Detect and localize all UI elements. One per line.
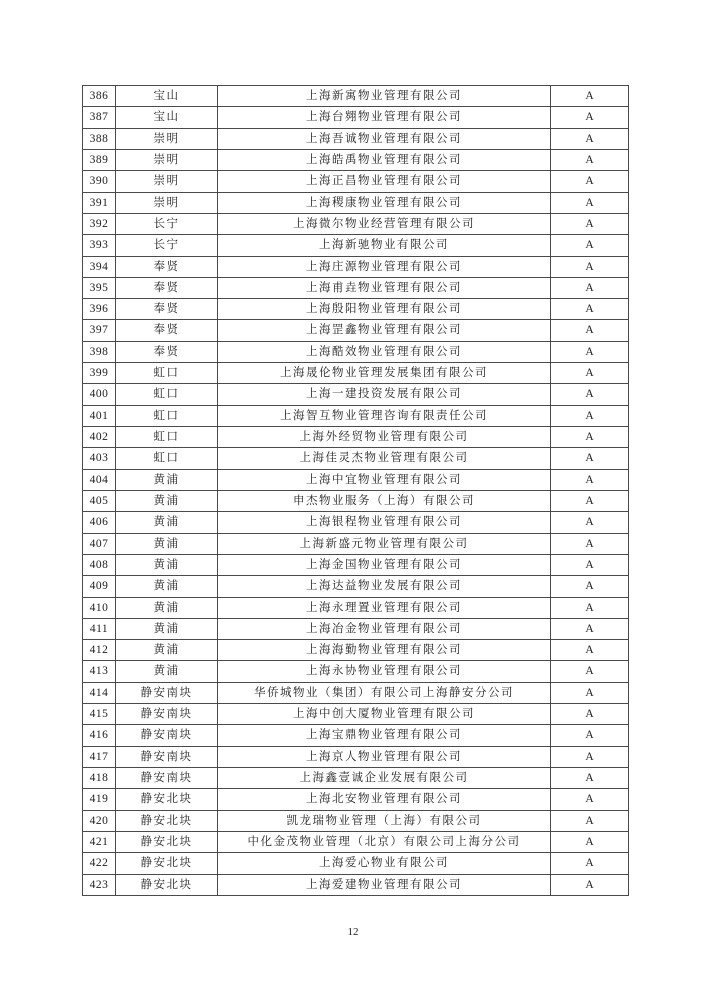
table-row bbox=[83, 810, 629, 831]
grade-cell: A bbox=[551, 597, 629, 618]
district-cell: 黄浦 bbox=[116, 490, 218, 511]
grade-cell: A bbox=[551, 576, 629, 597]
grade-cell: A bbox=[551, 363, 629, 384]
row-number-cell: 421 bbox=[83, 831, 116, 852]
grade-cell: A bbox=[551, 682, 629, 703]
district-cell: 崇明 bbox=[116, 192, 218, 213]
company-name-cell: 上海佳灵杰物业管理有限公司 bbox=[218, 448, 551, 469]
table-row bbox=[83, 533, 629, 554]
table-row bbox=[83, 768, 629, 789]
row-number-cell: 401 bbox=[83, 405, 116, 426]
company-name-cell: 中化金茂物业管理（北京）有限公司上海分公司 bbox=[218, 831, 551, 852]
grade-cell: A bbox=[551, 256, 629, 277]
table-row bbox=[83, 704, 629, 725]
company-name-cell: 上海酷效物业管理有限公司 bbox=[218, 341, 551, 362]
district-cell: 虹口 bbox=[116, 427, 218, 448]
grade-cell: A bbox=[551, 853, 629, 874]
table-row bbox=[83, 576, 629, 597]
company-name-cell: 上海海勤物业管理有限公司 bbox=[218, 640, 551, 661]
table-row bbox=[83, 107, 629, 128]
company-name-cell: 上海达益物业发展有限公司 bbox=[218, 576, 551, 597]
row-number-cell: 408 bbox=[83, 554, 116, 575]
grade-cell: A bbox=[551, 831, 629, 852]
grade-cell: A bbox=[551, 341, 629, 362]
row-number-cell: 404 bbox=[83, 469, 116, 490]
row-number-cell: 396 bbox=[83, 299, 116, 320]
table-row bbox=[83, 746, 629, 767]
district-cell: 奉贤 bbox=[116, 256, 218, 277]
company-name-cell: 上海北安物业管理有限公司 bbox=[218, 789, 551, 810]
row-number-cell: 423 bbox=[83, 874, 116, 895]
district-cell: 崇明 bbox=[116, 128, 218, 149]
table-row bbox=[83, 277, 629, 298]
row-number-cell: 402 bbox=[83, 427, 116, 448]
table-row bbox=[83, 320, 629, 341]
table-row bbox=[83, 171, 629, 192]
row-number-cell: 389 bbox=[83, 149, 116, 170]
grade-cell: A bbox=[551, 86, 629, 107]
company-name-cell: 申杰物业服务（上海）有限公司 bbox=[218, 490, 551, 511]
row-number-cell: 406 bbox=[83, 512, 116, 533]
district-cell: 黄浦 bbox=[116, 618, 218, 639]
row-number-cell: 414 bbox=[83, 682, 116, 703]
district-cell: 黄浦 bbox=[116, 554, 218, 575]
company-name-cell: 上海中创大厦物业管理有限公司 bbox=[218, 704, 551, 725]
company-name-cell: 上海外经贸物业管理有限公司 bbox=[218, 427, 551, 448]
company-name-cell: 上海新盛元物业管理有限公司 bbox=[218, 533, 551, 554]
district-cell: 黄浦 bbox=[116, 576, 218, 597]
table-row bbox=[83, 725, 629, 746]
district-cell: 静安北块 bbox=[116, 810, 218, 831]
district-cell: 静安北块 bbox=[116, 853, 218, 874]
district-cell: 黄浦 bbox=[116, 469, 218, 490]
district-cell: 虹口 bbox=[116, 448, 218, 469]
grade-cell: A bbox=[551, 618, 629, 639]
company-name-cell: 上海微尔物业经营管理有限公司 bbox=[218, 213, 551, 234]
table-row bbox=[83, 427, 629, 448]
company-name-cell: 上海正昌物业管理有限公司 bbox=[218, 171, 551, 192]
table-row bbox=[83, 299, 629, 320]
table-row bbox=[83, 512, 629, 533]
row-number-cell: 394 bbox=[83, 256, 116, 277]
district-cell: 宝山 bbox=[116, 107, 218, 128]
grade-cell: A bbox=[551, 192, 629, 213]
district-cell: 虹口 bbox=[116, 384, 218, 405]
row-number-cell: 393 bbox=[83, 235, 116, 256]
grade-cell: A bbox=[551, 107, 629, 128]
company-name-cell: 上海永理置业管理有限公司 bbox=[218, 597, 551, 618]
row-number-cell: 418 bbox=[83, 768, 116, 789]
district-cell: 静安南块 bbox=[116, 682, 218, 703]
row-number-cell: 399 bbox=[83, 363, 116, 384]
row-number-cell: 419 bbox=[83, 789, 116, 810]
grade-cell: A bbox=[551, 789, 629, 810]
grade-cell: A bbox=[551, 469, 629, 490]
company-name-cell: 上海庄源物业管理有限公司 bbox=[218, 256, 551, 277]
company-name-cell: 上海罡鑫物业管理有限公司 bbox=[218, 320, 551, 341]
table-row bbox=[83, 789, 629, 810]
company-name-cell: 华侨城物业（集团）有限公司上海静安分公司 bbox=[218, 682, 551, 703]
grade-cell: A bbox=[551, 384, 629, 405]
district-cell: 虹口 bbox=[116, 363, 218, 384]
table-row bbox=[83, 341, 629, 362]
district-cell: 静安北块 bbox=[116, 789, 218, 810]
company-name-cell: 上海殷阳物业管理有限公司 bbox=[218, 299, 551, 320]
company-name-cell: 上海新驰物业有限公司 bbox=[218, 235, 551, 256]
company-name-cell: 上海吾诚物业管理有限公司 bbox=[218, 128, 551, 149]
grade-cell: A bbox=[551, 128, 629, 149]
row-number-cell: 395 bbox=[83, 277, 116, 298]
district-cell: 静安南块 bbox=[116, 768, 218, 789]
company-name-cell: 上海爱建物业管理有限公司 bbox=[218, 874, 551, 895]
table-row bbox=[83, 874, 629, 895]
row-number-cell: 416 bbox=[83, 725, 116, 746]
row-number-cell: 415 bbox=[83, 704, 116, 725]
table-row bbox=[83, 384, 629, 405]
table-row bbox=[83, 256, 629, 277]
company-name-cell: 上海爱心物业有限公司 bbox=[218, 853, 551, 874]
row-number-cell: 413 bbox=[83, 661, 116, 682]
row-number-cell: 420 bbox=[83, 810, 116, 831]
company-name-cell: 上海稷康物业管理有限公司 bbox=[218, 192, 551, 213]
grade-cell: A bbox=[551, 213, 629, 234]
company-name-cell: 上海鑫壹诚企业发展有限公司 bbox=[218, 768, 551, 789]
district-cell: 长宁 bbox=[116, 235, 218, 256]
district-cell: 崇明 bbox=[116, 171, 218, 192]
district-cell: 奉贤 bbox=[116, 320, 218, 341]
table-row bbox=[83, 618, 629, 639]
table-row bbox=[83, 149, 629, 170]
table-row bbox=[83, 554, 629, 575]
district-cell: 奉贤 bbox=[116, 299, 218, 320]
grade-cell: A bbox=[551, 149, 629, 170]
table-row bbox=[83, 853, 629, 874]
row-number-cell: 397 bbox=[83, 320, 116, 341]
grade-cell: A bbox=[551, 725, 629, 746]
grade-cell: A bbox=[551, 171, 629, 192]
row-number-cell: 392 bbox=[83, 213, 116, 234]
company-name-cell: 上海金国物业管理有限公司 bbox=[218, 554, 551, 575]
company-name-cell: 上海银程物业管理有限公司 bbox=[218, 512, 551, 533]
table-row bbox=[83, 682, 629, 703]
grade-cell: A bbox=[551, 405, 629, 426]
table-row bbox=[83, 490, 629, 511]
company-name-cell: 上海永协物业管理有限公司 bbox=[218, 661, 551, 682]
company-name-cell: 上海智互物业管理咨询有限责任公司 bbox=[218, 405, 551, 426]
district-cell: 黄浦 bbox=[116, 597, 218, 618]
company-name-cell: 上海宝鼎物业管理有限公司 bbox=[218, 725, 551, 746]
district-cell: 奉贤 bbox=[116, 277, 218, 298]
grade-cell: A bbox=[551, 874, 629, 895]
table-row bbox=[83, 213, 629, 234]
row-number-cell: 405 bbox=[83, 490, 116, 511]
grade-cell: A bbox=[551, 768, 629, 789]
row-number-cell: 403 bbox=[83, 448, 116, 469]
grade-cell: A bbox=[551, 448, 629, 469]
district-cell: 黄浦 bbox=[116, 661, 218, 682]
district-cell: 长宁 bbox=[116, 213, 218, 234]
row-number-cell: 422 bbox=[83, 853, 116, 874]
row-number-cell: 391 bbox=[83, 192, 116, 213]
table-row bbox=[83, 128, 629, 149]
table-row bbox=[83, 86, 629, 107]
row-number-cell: 409 bbox=[83, 576, 116, 597]
grade-cell: A bbox=[551, 490, 629, 511]
table-row bbox=[83, 235, 629, 256]
district-cell: 静安南块 bbox=[116, 725, 218, 746]
row-number-cell: 400 bbox=[83, 384, 116, 405]
table-row bbox=[83, 831, 629, 852]
grade-cell: A bbox=[551, 810, 629, 831]
table-row bbox=[83, 448, 629, 469]
table-row bbox=[83, 597, 629, 618]
district-cell: 静安南块 bbox=[116, 704, 218, 725]
row-number-cell: 390 bbox=[83, 171, 116, 192]
row-number-cell: 407 bbox=[83, 533, 116, 554]
table-row bbox=[83, 363, 629, 384]
table-row bbox=[83, 469, 629, 490]
row-number-cell: 386 bbox=[83, 86, 116, 107]
district-cell: 宝山 bbox=[116, 86, 218, 107]
district-cell: 静安北块 bbox=[116, 874, 218, 895]
district-cell: 黄浦 bbox=[116, 533, 218, 554]
company-name-cell: 上海台翙物业管理有限公司 bbox=[218, 107, 551, 128]
company-name-cell: 上海晟伦物业管理发展集团有限公司 bbox=[218, 363, 551, 384]
company-rating-table bbox=[82, 85, 629, 896]
company-table-body bbox=[83, 86, 629, 896]
company-name-cell: 上海冶金物业管理有限公司 bbox=[218, 618, 551, 639]
district-cell: 黄浦 bbox=[116, 640, 218, 661]
page-number: 12 bbox=[347, 926, 359, 938]
district-cell: 静安北块 bbox=[116, 831, 218, 852]
grade-cell: A bbox=[551, 277, 629, 298]
table-row bbox=[83, 192, 629, 213]
row-number-cell: 417 bbox=[83, 746, 116, 767]
row-number-cell: 411 bbox=[83, 618, 116, 639]
district-cell: 奉贤 bbox=[116, 341, 218, 362]
district-cell: 静安南块 bbox=[116, 746, 218, 767]
grade-cell: A bbox=[551, 661, 629, 682]
company-name-cell: 上海中宜物业管理有限公司 bbox=[218, 469, 551, 490]
company-name-cell: 上海新寓物业管理有限公司 bbox=[218, 86, 551, 107]
grade-cell: A bbox=[551, 704, 629, 725]
grade-cell: A bbox=[551, 235, 629, 256]
company-name-cell: 上海一建投资发展有限公司 bbox=[218, 384, 551, 405]
grade-cell: A bbox=[551, 640, 629, 661]
table-row bbox=[83, 640, 629, 661]
district-cell: 崇明 bbox=[116, 149, 218, 170]
row-number-cell: 410 bbox=[83, 597, 116, 618]
grade-cell: A bbox=[551, 746, 629, 767]
grade-cell: A bbox=[551, 512, 629, 533]
table-row bbox=[83, 661, 629, 682]
grade-cell: A bbox=[551, 533, 629, 554]
company-name-cell: 上海京人物业管理有限公司 bbox=[218, 746, 551, 767]
company-name-cell: 上海皓禹物业管理有限公司 bbox=[218, 149, 551, 170]
district-cell: 黄浦 bbox=[116, 512, 218, 533]
table-row bbox=[83, 405, 629, 426]
grade-cell: A bbox=[551, 299, 629, 320]
row-number-cell: 412 bbox=[83, 640, 116, 661]
row-number-cell: 398 bbox=[83, 341, 116, 362]
district-cell: 虹口 bbox=[116, 405, 218, 426]
grade-cell: A bbox=[551, 427, 629, 448]
grade-cell: A bbox=[551, 554, 629, 575]
row-number-cell: 388 bbox=[83, 128, 116, 149]
company-name-cell: 上海甫垚物业管理有限公司 bbox=[218, 277, 551, 298]
company-name-cell: 凯龙瑞物业管理（上海）有限公司 bbox=[218, 810, 551, 831]
grade-cell: A bbox=[551, 320, 629, 341]
row-number-cell: 387 bbox=[83, 107, 116, 128]
